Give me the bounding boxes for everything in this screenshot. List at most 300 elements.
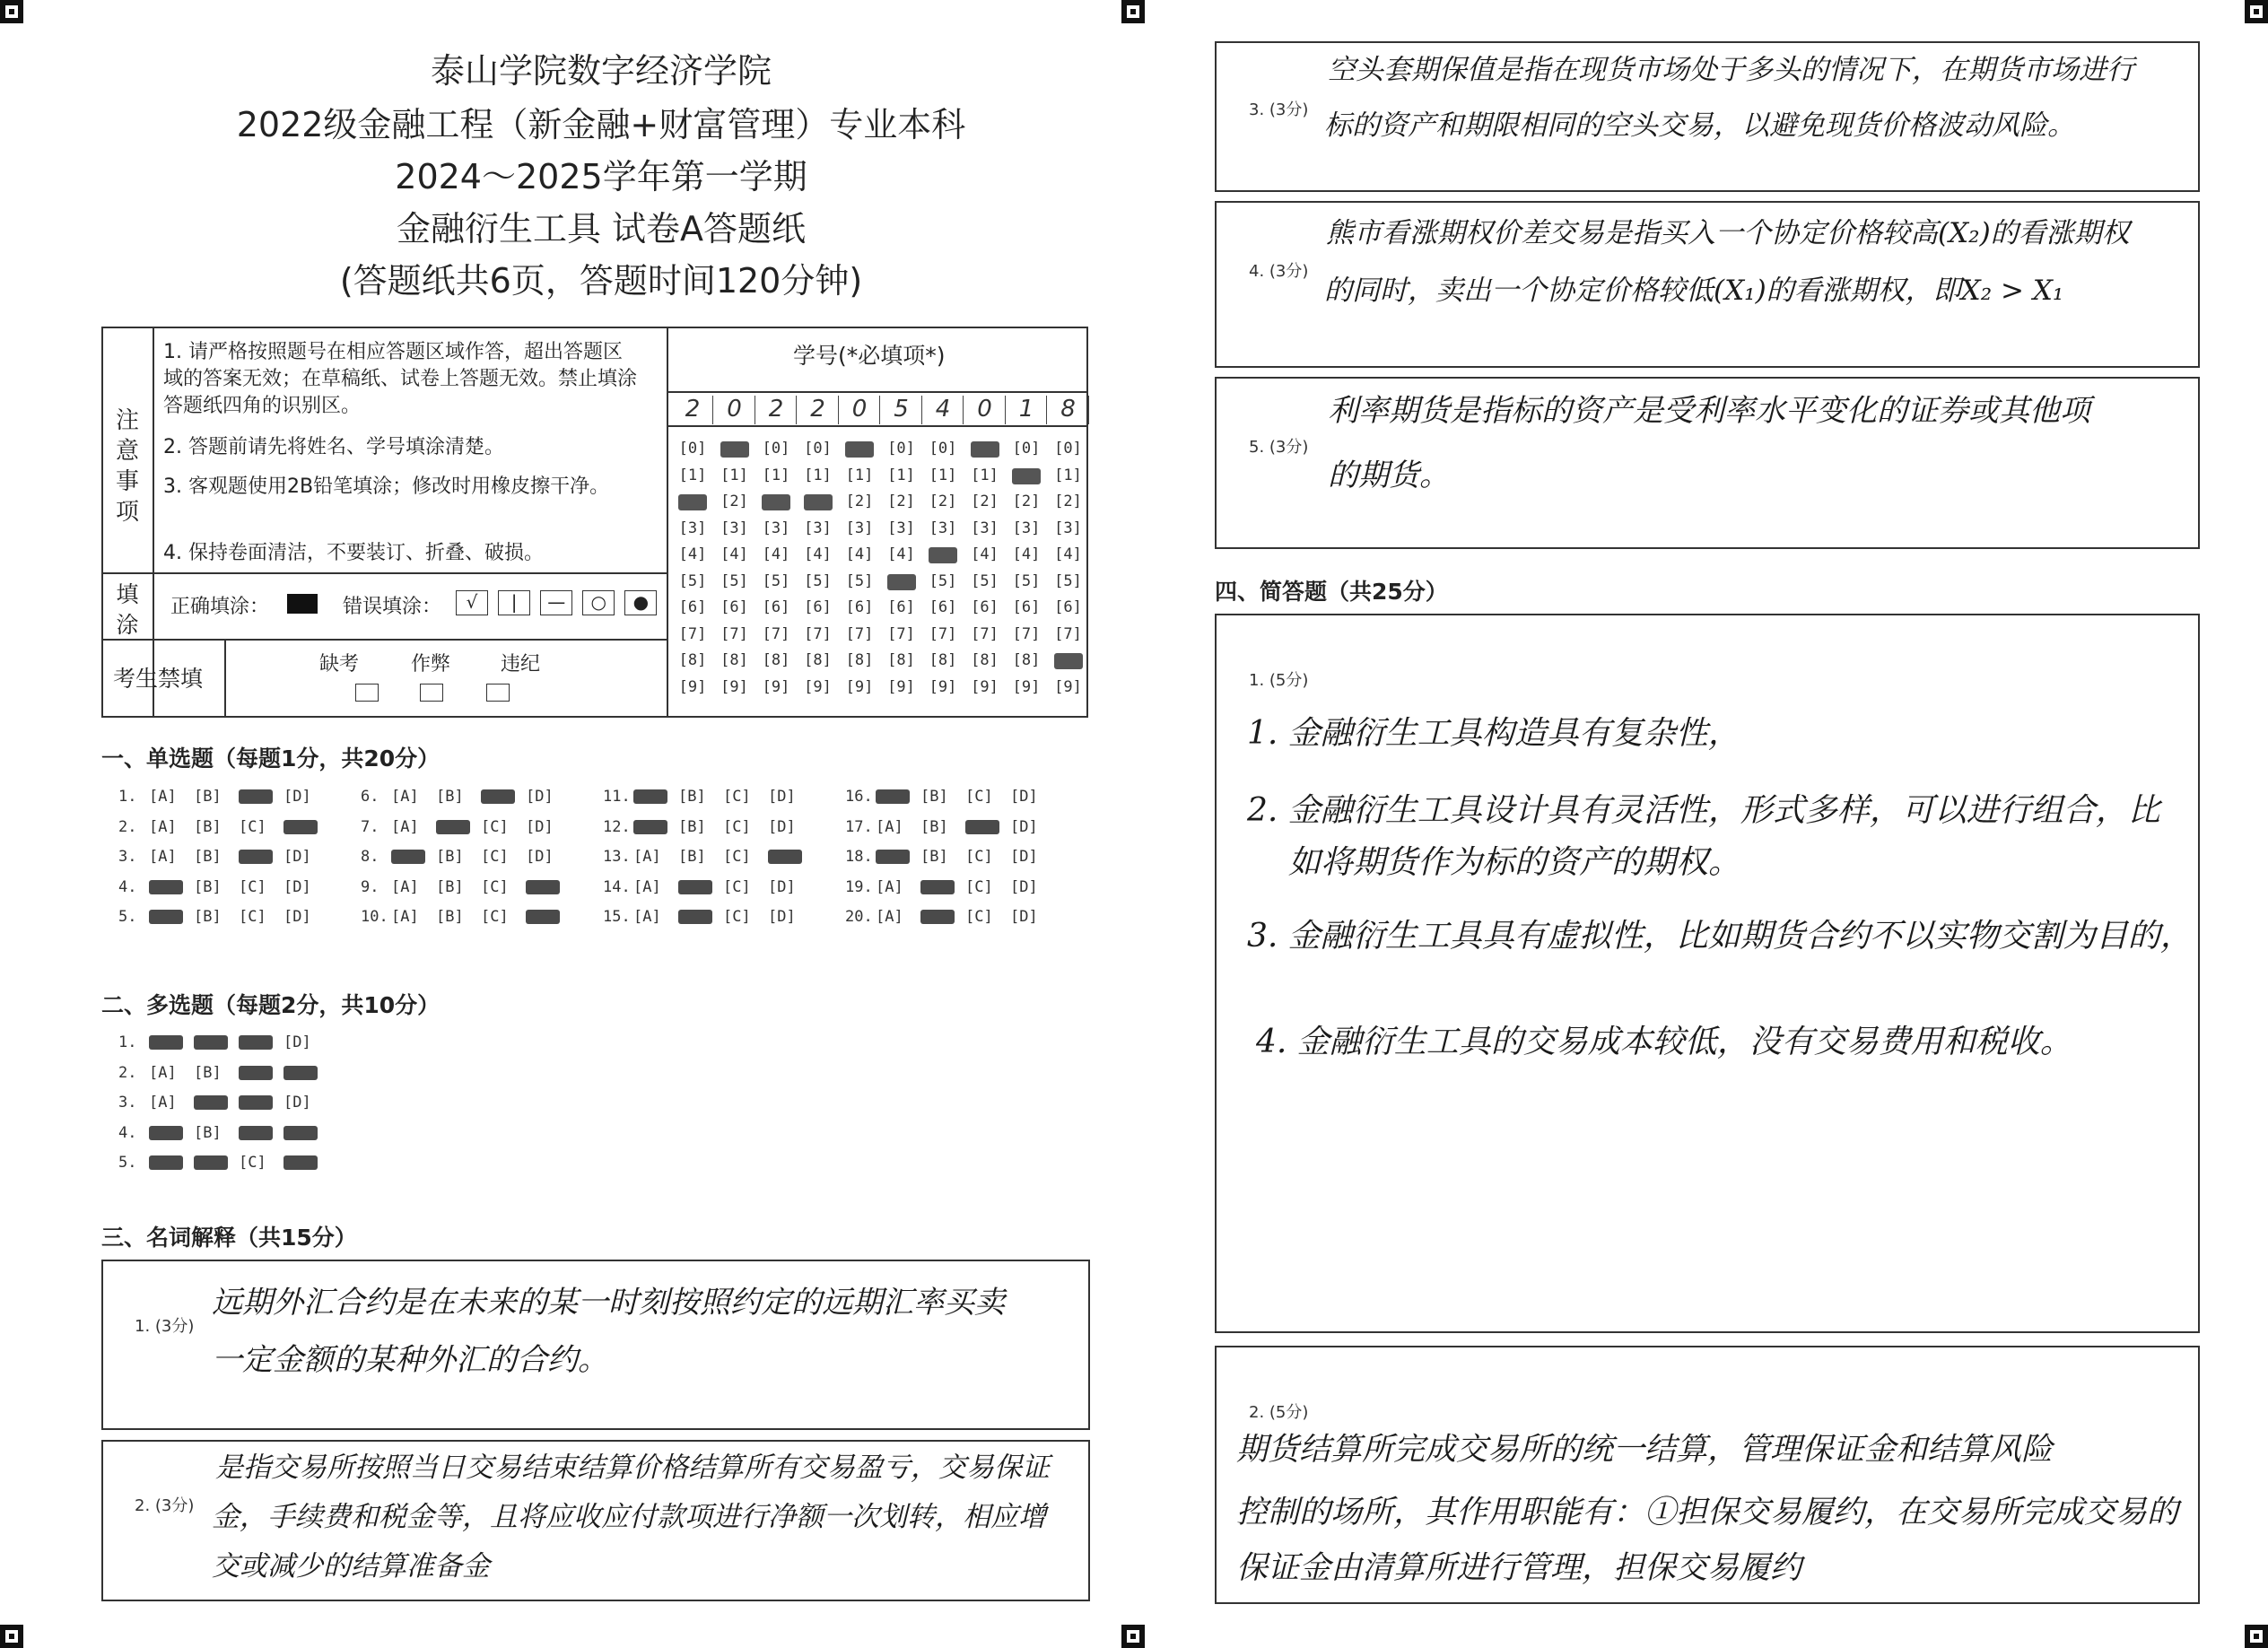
student-id-bubble[interactable]: [3]: [678, 519, 707, 537]
fill-mark: [149, 1126, 183, 1140]
option-bubble[interactable]: [A]: [149, 1094, 177, 1112]
question-number: 16.: [845, 788, 873, 806]
question-number: 15.: [603, 908, 631, 926]
option-bubble[interactable]: [D]: [768, 817, 796, 836]
corner-mark-top-right: [2245, 0, 2268, 23]
student-id-bubble[interactable]: [8]: [804, 651, 832, 669]
student-id-bubble[interactable]: [4]: [1012, 545, 1041, 563]
student-id-bubble[interactable]: [9]: [762, 677, 790, 696]
option-bubble[interactable]: [B]: [436, 848, 464, 866]
student-id-bubble[interactable]: [7]: [971, 624, 999, 643]
student-id-digit: 2: [798, 396, 839, 424]
forbidden-violation-label: 违纪: [501, 653, 541, 676]
student-id-bubble[interactable]: [4]: [1054, 545, 1082, 563]
single-choice-row: [361, 908, 571, 926]
student-id-bubble[interactable]: [2]: [845, 493, 874, 510]
wrong-fill-dot: ●: [624, 590, 657, 615]
student-id-bubble[interactable]: [923, 545, 963, 563]
single-choice-row: [603, 908, 813, 926]
student-id-bubble[interactable]: [5]: [845, 571, 874, 590]
option-bubble-filled[interactable]: [876, 788, 920, 806]
single-choice-row: [118, 848, 328, 866]
option-bubble[interactable]: [B]: [920, 848, 948, 866]
option-bubble[interactable]: [C]: [965, 848, 993, 866]
student-id-bubble[interactable]: [2]: [887, 493, 915, 510]
fill-mark: [876, 850, 910, 864]
fill-mark: [149, 880, 183, 894]
student-id-bubble[interactable]: [882, 572, 921, 590]
student-id-bubble[interactable]: [9]: [845, 677, 874, 696]
student-id-bubble[interactable]: [3]: [762, 519, 790, 537]
option-bubble-filled[interactable]: [239, 848, 284, 866]
question-number: 1.: [118, 788, 137, 806]
fill-mark: [239, 1126, 273, 1140]
option-bubble-filled[interactable]: [633, 818, 678, 836]
student-id-bubble[interactable]: [9]: [1012, 677, 1041, 696]
student-id-bubble[interactable]: [3]: [1012, 519, 1041, 537]
option-bubble[interactable]: [D]: [1010, 848, 1038, 866]
option-bubble[interactable]: [C]: [481, 908, 509, 926]
option-bubble-filled[interactable]: [526, 878, 571, 896]
option-bubble-filled[interactable]: [436, 818, 481, 836]
option-bubble-filled[interactable]: [194, 1094, 239, 1112]
option-bubble[interactable]: [B]: [436, 908, 464, 926]
student-id-bubble[interactable]: [4]: [845, 545, 874, 563]
single-choice-row: [361, 788, 571, 806]
option-bubble-filled[interactable]: [481, 788, 526, 806]
corner-mark-top-center: [1121, 0, 1145, 23]
multi-choice-row: [118, 1033, 328, 1051]
multi-choice-row: [118, 1094, 328, 1112]
question-number: 4.: [118, 1123, 137, 1142]
option-bubble[interactable]: [B]: [678, 788, 706, 806]
option-bubble[interactable]: [A]: [149, 817, 177, 836]
option-bubble[interactable]: [A]: [391, 877, 419, 896]
option-bubble[interactable]: [B]: [678, 817, 706, 836]
student-id-bubble[interactable]: [3]: [971, 519, 999, 537]
student-id-bubble[interactable]: [2]: [929, 493, 957, 510]
student-id-bubble[interactable]: [8]: [887, 651, 915, 669]
student-id-bubble[interactable]: [9]: [971, 677, 999, 696]
student-id-bubble[interactable]: [1]: [804, 466, 832, 484]
option-bubble-filled[interactable]: [876, 848, 920, 866]
question-number: 3.: [118, 848, 137, 866]
student-id-bubble[interactable]: [1]: [929, 466, 957, 484]
option-bubble[interactable]: [D]: [284, 908, 311, 926]
fill-mark: [678, 880, 712, 894]
option-bubble-filled[interactable]: [920, 908, 965, 926]
student-id-bubble[interactable]: [7]: [762, 624, 790, 643]
student-id-bubble[interactable]: [0]: [929, 440, 957, 458]
option-bubble[interactable]: [D]: [1010, 817, 1038, 836]
option-bubble[interactable]: [D]: [284, 788, 311, 806]
student-id-bubble[interactable]: [7]: [1012, 624, 1041, 643]
wrong-fill-bar: |: [498, 590, 530, 615]
option-bubble-filled[interactable]: [678, 908, 723, 926]
student-id-bubble[interactable]: [6]: [1012, 598, 1041, 616]
fill-mark: [678, 910, 712, 924]
student-id-bubble[interactable]: [9]: [678, 677, 707, 696]
student-id-bubble[interactable]: [9]: [804, 677, 832, 696]
option-bubble[interactable]: [D]: [284, 848, 311, 866]
fill-mark: [239, 789, 273, 804]
student-id-bubble[interactable]: [6]: [845, 598, 874, 616]
student-id-bubble[interactable]: [2]: [1054, 493, 1082, 510]
option-bubble[interactable]: [B]: [436, 788, 464, 806]
question-number: 20.: [845, 908, 873, 926]
student-id-bubble[interactable]: [2]: [720, 493, 748, 510]
option-bubble[interactable]: [A]: [391, 817, 419, 836]
question-number: 8.: [361, 848, 379, 866]
student-id-bubble[interactable]: [5]: [971, 571, 999, 590]
student-id-bubble[interactable]: [5]: [762, 571, 790, 590]
option-bubble-filled[interactable]: [633, 788, 678, 806]
option-bubble-filled[interactable]: [149, 1033, 194, 1051]
option-bubble[interactable]: [C]: [481, 817, 509, 836]
fill-mark: [194, 1155, 228, 1170]
option-bubble[interactable]: [B]: [194, 1063, 222, 1082]
option-bubble[interactable]: [D]: [768, 908, 796, 926]
table-divider: [667, 327, 668, 718]
student-id-bubble[interactable]: [9]: [720, 677, 748, 696]
option-bubble[interactable]: [C]: [481, 848, 509, 866]
forbidden-violation-box[interactable]: [486, 684, 510, 702]
forbidden-cheat-box[interactable]: [420, 684, 443, 702]
answer-text-short-1-line-1: 1. 金融衍生工具构造具有复杂性，: [1247, 715, 1740, 752]
fill-mark: [436, 820, 470, 834]
student-id-bubble[interactable]: [7]: [845, 624, 874, 643]
fill-mark: [965, 820, 999, 834]
option-bubble-filled[interactable]: [920, 878, 965, 896]
exam-title: 金融衍生工具 试卷A答题纸: [396, 209, 807, 249]
student-id-bubble[interactable]: [3]: [845, 519, 874, 537]
corner-mark-bottom-left: [0, 1625, 23, 1648]
fill-mark: [284, 820, 318, 834]
answer-text-term-2-line-2: 金，手续费和税金等，且将应收应付款项进行净额一次划转，相应增: [212, 1501, 1046, 1533]
answer-text-term-3-line-1: 空头套期保值是指在现货市场处于多头的情况下，在期货市场进行: [1328, 54, 2134, 86]
answer-text-short-2-line-2: 控制的场所，其作用职能有：①担保交易履约，在交易所完成交易的: [1236, 1495, 2179, 1530]
option-bubble[interactable]: [D]: [284, 1094, 311, 1112]
student-id-bubble[interactable]: [0]: [1012, 440, 1041, 458]
single-choice-row: [603, 788, 813, 806]
fill-mark: [284, 1126, 318, 1140]
option-bubble[interactable]: [A]: [633, 877, 661, 896]
option-bubble[interactable]: [A]: [149, 788, 177, 806]
forbidden-absent-box[interactable]: [355, 684, 379, 702]
option-bubble-filled[interactable]: [239, 1033, 284, 1051]
option-bubble[interactable]: [A]: [633, 848, 661, 866]
single-choice-row: [845, 878, 1055, 896]
student-id-bubble[interactable]: [6]: [678, 598, 707, 616]
option-bubble[interactable]: [C]: [965, 877, 993, 896]
student-id-bubble[interactable]: [5]: [720, 571, 748, 590]
student-id-bubble[interactable]: [4]: [804, 545, 832, 563]
notice-item-3: 3. 客观题使用2B铅笔填涂；修改时用橡皮擦干净。: [163, 475, 610, 498]
student-id-bubble[interactable]: [0]: [678, 440, 707, 458]
single-choice-row: [361, 878, 571, 896]
student-id-bubble[interactable]: [3]: [887, 519, 915, 537]
term-title: 2024～2025学年第一学期: [395, 157, 807, 196]
single-choice-row: [845, 848, 1055, 866]
option-bubble[interactable]: [B]: [194, 908, 222, 926]
fill-mark: [149, 910, 183, 924]
fill-mark: [481, 789, 515, 804]
option-bubble-filled[interactable]: [526, 908, 571, 926]
table-divider: [667, 425, 1088, 427]
student-id-bubble[interactable]: [1]: [971, 466, 999, 484]
student-id-bubble[interactable]: [3]: [804, 519, 832, 537]
student-id-bubble[interactable]: [756, 493, 796, 510]
option-bubble[interactable]: [C]: [723, 908, 751, 926]
option-bubble[interactable]: [A]: [149, 1063, 177, 1082]
option-bubble[interactable]: [D]: [768, 877, 796, 896]
question-number: 12.: [603, 817, 631, 836]
student-id-bubble[interactable]: [8]: [678, 651, 707, 669]
student-id-bubble[interactable]: [9]: [929, 677, 957, 696]
option-bubble[interactable]: [A]: [149, 848, 177, 866]
student-id-bubble[interactable]: [8]: [971, 651, 999, 669]
answer-text-short-1-line-4: 3. 金融衍生工具具有虚拟性，比如期货合约不以实物交割为目的，: [1247, 918, 2193, 955]
question-label-short-2: 2. (5分): [1249, 1403, 1309, 1422]
student-id-bubble[interactable]: [5]: [804, 571, 832, 590]
fill-mark: [920, 880, 955, 894]
option-bubble-filled[interactable]: [284, 1124, 328, 1142]
student-id-bubble[interactable]: [3]: [1054, 519, 1082, 537]
option-bubble[interactable]: [C]: [723, 877, 751, 896]
student-id-bubble[interactable]: [8]: [762, 651, 790, 669]
student-id-bubble[interactable]: [7]: [887, 624, 915, 643]
option-bubble-filled[interactable]: [194, 1154, 239, 1172]
option-bubble[interactable]: [C]: [723, 848, 751, 866]
question-number: 13.: [603, 848, 631, 866]
option-bubble-filled[interactable]: [149, 1124, 194, 1142]
option-bubble[interactable]: [A]: [876, 908, 903, 926]
fill-mark: [239, 1095, 273, 1110]
student-id-bubble[interactable]: [9]: [887, 677, 915, 696]
student-id-bubble[interactable]: [965, 440, 1005, 458]
option-bubble-filled[interactable]: [768, 848, 813, 866]
option-bubble[interactable]: [D]: [526, 788, 554, 806]
table-divider: [101, 639, 667, 641]
student-id-bubble[interactable]: [4]: [887, 545, 915, 563]
student-id-bubble[interactable]: [6]: [762, 598, 790, 616]
student-id-bubble[interactable]: [1]: [845, 466, 874, 484]
student-id-bubble[interactable]: [1]: [678, 466, 707, 484]
student-id-bubble[interactable]: [5]: [929, 571, 957, 590]
option-bubble-filled[interactable]: [965, 818, 1010, 836]
option-bubble[interactable]: [A]: [391, 788, 419, 806]
table-divider: [667, 391, 1088, 393]
option-bubble[interactable]: [A]: [876, 817, 903, 836]
option-bubble[interactable]: [D]: [284, 877, 311, 896]
option-bubble[interactable]: [D]: [768, 788, 796, 806]
option-bubble-filled[interactable]: [284, 1064, 328, 1082]
student-id-bubble[interactable]: [0]: [804, 440, 832, 458]
student-id-bubble[interactable]: [7]: [929, 624, 957, 643]
option-bubble[interactable]: [B]: [194, 817, 222, 836]
student-id-bubble[interactable]: [6]: [971, 598, 999, 616]
option-bubble[interactable]: [C]: [723, 817, 751, 836]
student-id-bubble[interactable]: [9]: [1054, 677, 1082, 696]
option-bubble[interactable]: [D]: [284, 1033, 311, 1051]
fill-mark: [526, 910, 560, 924]
student-id-digit: 0: [965, 396, 1006, 424]
student-id-bubble[interactable]: [8]: [1012, 651, 1041, 669]
question-number: 14.: [603, 877, 631, 896]
answer-text-term-5-line-1: 利率期货是指标的资产是受利率水平变化的证券或其他项: [1328, 393, 2090, 429]
student-id-bubble[interactable]: [673, 493, 712, 510]
student-id-bubble[interactable]: [0]: [762, 440, 790, 458]
question-number: 19.: [845, 877, 873, 896]
option-bubble[interactable]: [D]: [1010, 788, 1038, 806]
option-bubble-filled[interactable]: [149, 1154, 194, 1172]
option-bubble-filled[interactable]: [678, 878, 723, 896]
student-id-bubble[interactable]: [4]: [678, 545, 707, 563]
student-id-bubble[interactable]: [4]: [720, 545, 748, 563]
student-id-bubble[interactable]: [2]: [1012, 493, 1041, 510]
option-bubble[interactable]: [A]: [391, 908, 419, 926]
option-bubble-filled[interactable]: [239, 788, 284, 806]
student-id-bubble[interactable]: [7]: [720, 624, 748, 643]
answer-text-term-4-line-1: 熊市看涨期权价差交易是指买入一个协定价格较高(X₂)的看涨期权: [1326, 217, 2130, 249]
option-bubble-filled[interactable]: [284, 1154, 328, 1172]
option-bubble[interactable]: [B]: [194, 1123, 222, 1142]
question-number: 11.: [603, 788, 631, 806]
option-bubble[interactable]: [D]: [526, 817, 554, 836]
fill-mark: [526, 880, 560, 894]
student-id-bubble[interactable]: [8]: [845, 651, 874, 669]
question-number: 9.: [361, 877, 379, 896]
answer-text-term-2-line-3: 交或减少的结算准备金: [212, 1550, 490, 1583]
option-bubble-filled[interactable]: [239, 1094, 284, 1112]
student-id-bubble[interactable]: [3]: [929, 519, 957, 537]
question-number: 7.: [361, 817, 379, 836]
question-label-term-2: 2. (3分): [135, 1496, 195, 1515]
fill-mark: [149, 1035, 183, 1050]
option-bubble[interactable]: [D]: [1010, 877, 1038, 896]
student-id-bubble[interactable]: [6]: [929, 598, 957, 616]
student-id-bubble[interactable]: [798, 493, 838, 510]
option-bubble[interactable]: [B]: [436, 877, 464, 896]
answer-text-term-4-line-2: 的同时，卖出一个协定价格较低(X₁)的看涨期权，即X₂ > X₁: [1324, 275, 2064, 307]
student-id-bubble[interactable]: [8]: [720, 651, 748, 669]
forbidden-label: 考生禁填: [113, 666, 204, 692]
option-bubble[interactable]: [B]: [194, 848, 222, 866]
student-id-digit: 5: [882, 396, 922, 424]
option-bubble[interactable]: [B]: [194, 877, 222, 896]
option-bubble[interactable]: [C]: [965, 908, 993, 926]
student-id-bubble[interactable]: [0]: [887, 440, 915, 458]
option-bubble-filled[interactable]: [149, 878, 194, 896]
student-id-bubble[interactable]: [6]: [887, 598, 915, 616]
student-id-bubble[interactable]: [8]: [929, 651, 957, 669]
question-label-term-1: 1. (3分): [135, 1317, 195, 1336]
question-label-term-3: 3. (3分): [1249, 100, 1309, 119]
question-number: 5.: [118, 908, 137, 926]
option-bubble-filled[interactable]: [239, 1064, 284, 1082]
fill-mark: [768, 850, 802, 864]
student-id-bubble[interactable]: [1049, 651, 1088, 669]
fill-mark: [633, 789, 667, 804]
student-id-bubble[interactable]: [6]: [720, 598, 748, 616]
student-id-bubble[interactable]: [6]: [804, 598, 832, 616]
student-id-bubble[interactable]: [2]: [971, 493, 999, 510]
option-bubble-filled[interactable]: [284, 818, 328, 836]
student-id-bubble[interactable]: [5]: [1012, 571, 1041, 590]
student-id-bubble[interactable]: [4]: [762, 545, 790, 563]
fill-mark: [391, 850, 425, 864]
student-id-bubble[interactable]: [1]: [1054, 466, 1082, 484]
notice-item-4: 4. 保持卷面清洁，不要装订、折叠、破损。: [163, 542, 544, 564]
fill-mark: [920, 910, 955, 924]
question-number: 2.: [118, 817, 137, 836]
option-bubble[interactable]: [C]: [481, 877, 509, 896]
student-id-bubble[interactable]: [3]: [720, 519, 748, 537]
option-bubble[interactable]: [B]: [920, 817, 948, 836]
answer-text-term-5-line-2: 的期货。: [1328, 458, 1450, 493]
table-divider: [224, 639, 226, 718]
option-bubble[interactable]: [C]: [723, 788, 751, 806]
student-id-bubble[interactable]: [5]: [678, 571, 707, 590]
single-choice-row: [845, 908, 1055, 926]
notice-item-2: 2. 答题前请先将姓名、学号填涂清楚。: [163, 436, 504, 458]
option-bubble[interactable]: [C]: [239, 908, 266, 926]
student-id-bubble[interactable]: [1]: [720, 466, 748, 484]
option-bubble[interactable]: [C]: [965, 788, 993, 806]
option-bubble[interactable]: [D]: [526, 848, 554, 866]
student-id-bubble[interactable]: [1]: [887, 466, 915, 484]
option-bubble-filled[interactable]: [239, 1124, 284, 1142]
student-id-bubble[interactable]: [1]: [762, 466, 790, 484]
single-choice-row: [118, 908, 328, 926]
student-id-bubble[interactable]: [7]: [1054, 624, 1082, 643]
student-id-bubble[interactable]: [7]: [804, 624, 832, 643]
fill-mark: [633, 820, 667, 834]
wrong-fill-label: 错误填涂：: [343, 596, 442, 618]
option-bubble[interactable]: [A]: [876, 877, 903, 896]
option-bubble[interactable]: [B]: [678, 848, 706, 866]
option-bubble[interactable]: [C]: [239, 1154, 266, 1172]
student-id-bubble[interactable]: [840, 440, 879, 458]
answer-text-term-3-line-2: 标的资产和期限相同的空头交易，以避免现货价格波动风险。: [1324, 109, 2075, 142]
student-id-bubble[interactable]: [5]: [1054, 571, 1082, 590]
wrong-fill-dash: —: [540, 590, 572, 615]
student-id-bubble[interactable]: [1007, 466, 1046, 484]
option-bubble[interactable]: [A]: [633, 908, 661, 926]
student-id-bubble[interactable]: [6]: [1054, 598, 1082, 616]
student-id-bubble[interactable]: [7]: [678, 624, 707, 643]
student-id-bubble[interactable]: [0]: [1054, 440, 1082, 458]
section3-title: 三、名词解释（共15分）: [101, 1225, 357, 1251]
answer-text-short-1-line-2: 2. 金融衍生工具设计具有灵活性，形式多样，可以进行组合，比: [1247, 792, 2160, 829]
student-id-bubble[interactable]: [4]: [971, 545, 999, 563]
wrong-fill-check: √: [456, 590, 488, 615]
wrong-fill-samples: [456, 590, 657, 615]
option-bubble[interactable]: [B]: [920, 788, 948, 806]
option-bubble[interactable]: [D]: [1010, 908, 1038, 926]
option-bubble-filled[interactable]: [194, 1033, 239, 1051]
option-bubble-filled[interactable]: [149, 908, 194, 926]
student-id-bubble[interactable]: [715, 440, 755, 458]
option-bubble[interactable]: [C]: [239, 817, 266, 836]
option-bubble[interactable]: [B]: [194, 788, 222, 806]
fill-label: 填涂: [116, 581, 139, 638]
option-bubble[interactable]: [C]: [239, 877, 266, 896]
student-id-digit: 0: [840, 396, 880, 424]
question-number: 17.: [845, 817, 873, 836]
notice-item-1: 1. 请严格按照题号在相应答题区域作答，超出答题区域的答案无效；在草稿纸、试卷上答题无效。禁止填涂答题纸四角的识别区。: [163, 341, 638, 417]
option-bubble-filled[interactable]: [391, 848, 436, 866]
